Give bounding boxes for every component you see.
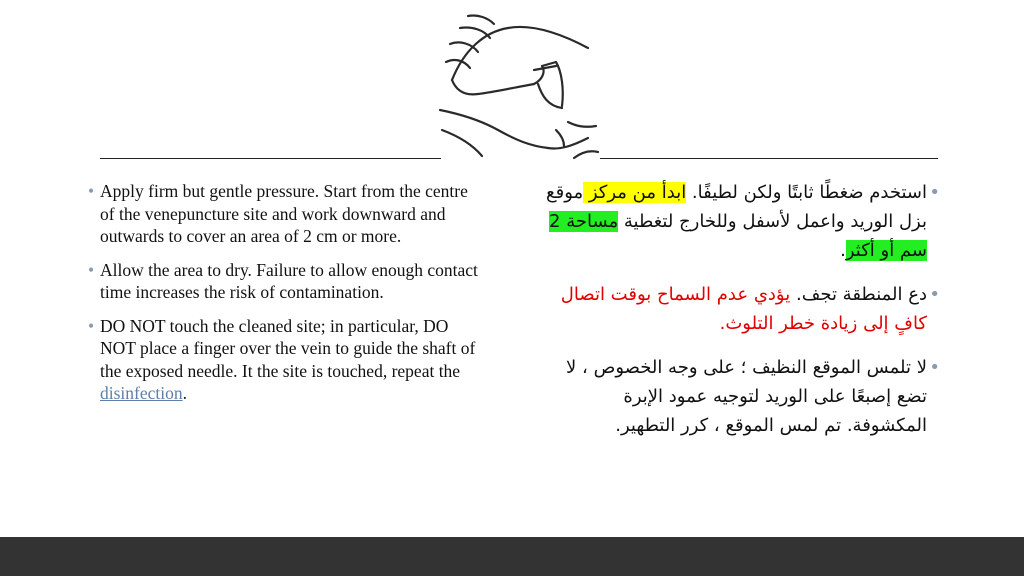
bullet-dot: •	[929, 284, 940, 305]
arabic-bullet-text: لا تلمس الموقع النظيف ؛ على وجه الخصوص ، لا تضع إصبعًا على الوريد لتوجيه عمود الإبرة المكشوفة. تم لمس الموقع ، كرر التطهير.	[566, 357, 927, 436]
bullet-dot: •	[88, 315, 95, 336]
yellow-highlight: ابدأ من مركز	[583, 182, 687, 203]
english-bullet-text: DO NOT touch the cleaned site; in particular, DO NOT place a finger over the vein to guide the shaft of the exposed needle. It the site is touched, repeat the	[100, 315, 476, 381]
english-bullet-text: Allow the area to dry. Failure to allow enough contact time increases the risk of contamination.	[100, 259, 478, 302]
bullet-dot: •	[88, 181, 95, 201]
green-highlight: مساحة 2 سم أو أكثر	[549, 211, 927, 261]
divider-left	[100, 158, 441, 159]
english-bullet-3	[88, 315, 483, 405]
divider-right	[600, 158, 938, 159]
arabic-bullet-text: موقع بزل الوريد واعمل لأسفل وللخارج لتغطية	[546, 182, 927, 232]
arabic-bullet-text: استخدم ضغطًا ثابتًا ولكن لطيفًا.	[686, 182, 927, 203]
english-bullet-text-end: .	[182, 383, 187, 403]
arabic-bullet-text: دع المنطقة تجف.	[790, 284, 927, 305]
arabic-instructions	[540, 178, 940, 455]
bullet-dot: •	[929, 182, 940, 203]
arabic-bullet-3	[540, 353, 940, 440]
arabic-bullet-2	[540, 280, 940, 338]
english-bullet-1	[88, 180, 483, 248]
english-instructions	[88, 180, 483, 416]
red-warning-text: يؤدي عدم السماح بوقت اتصال كافٍ إلى زيادة خطر التلوث.	[560, 284, 927, 334]
arabic-bullet-text-end: .	[840, 240, 846, 261]
hand-pressing-swab-illustration	[438, 10, 600, 162]
english-bullet-2	[88, 259, 483, 304]
arabic-bullet-1	[540, 178, 940, 265]
bullet-dot: •	[88, 259, 95, 280]
footer-bar	[0, 537, 1024, 576]
bullet-dot: •	[929, 357, 940, 378]
disinfection-link[interactable]: disinfection	[100, 383, 183, 403]
english-bullet-text: Apply firm but gentle pressure. Start from the centre of the venepuncture site and work downward and outwards to cover an area of 2 cm or more.	[100, 181, 468, 246]
